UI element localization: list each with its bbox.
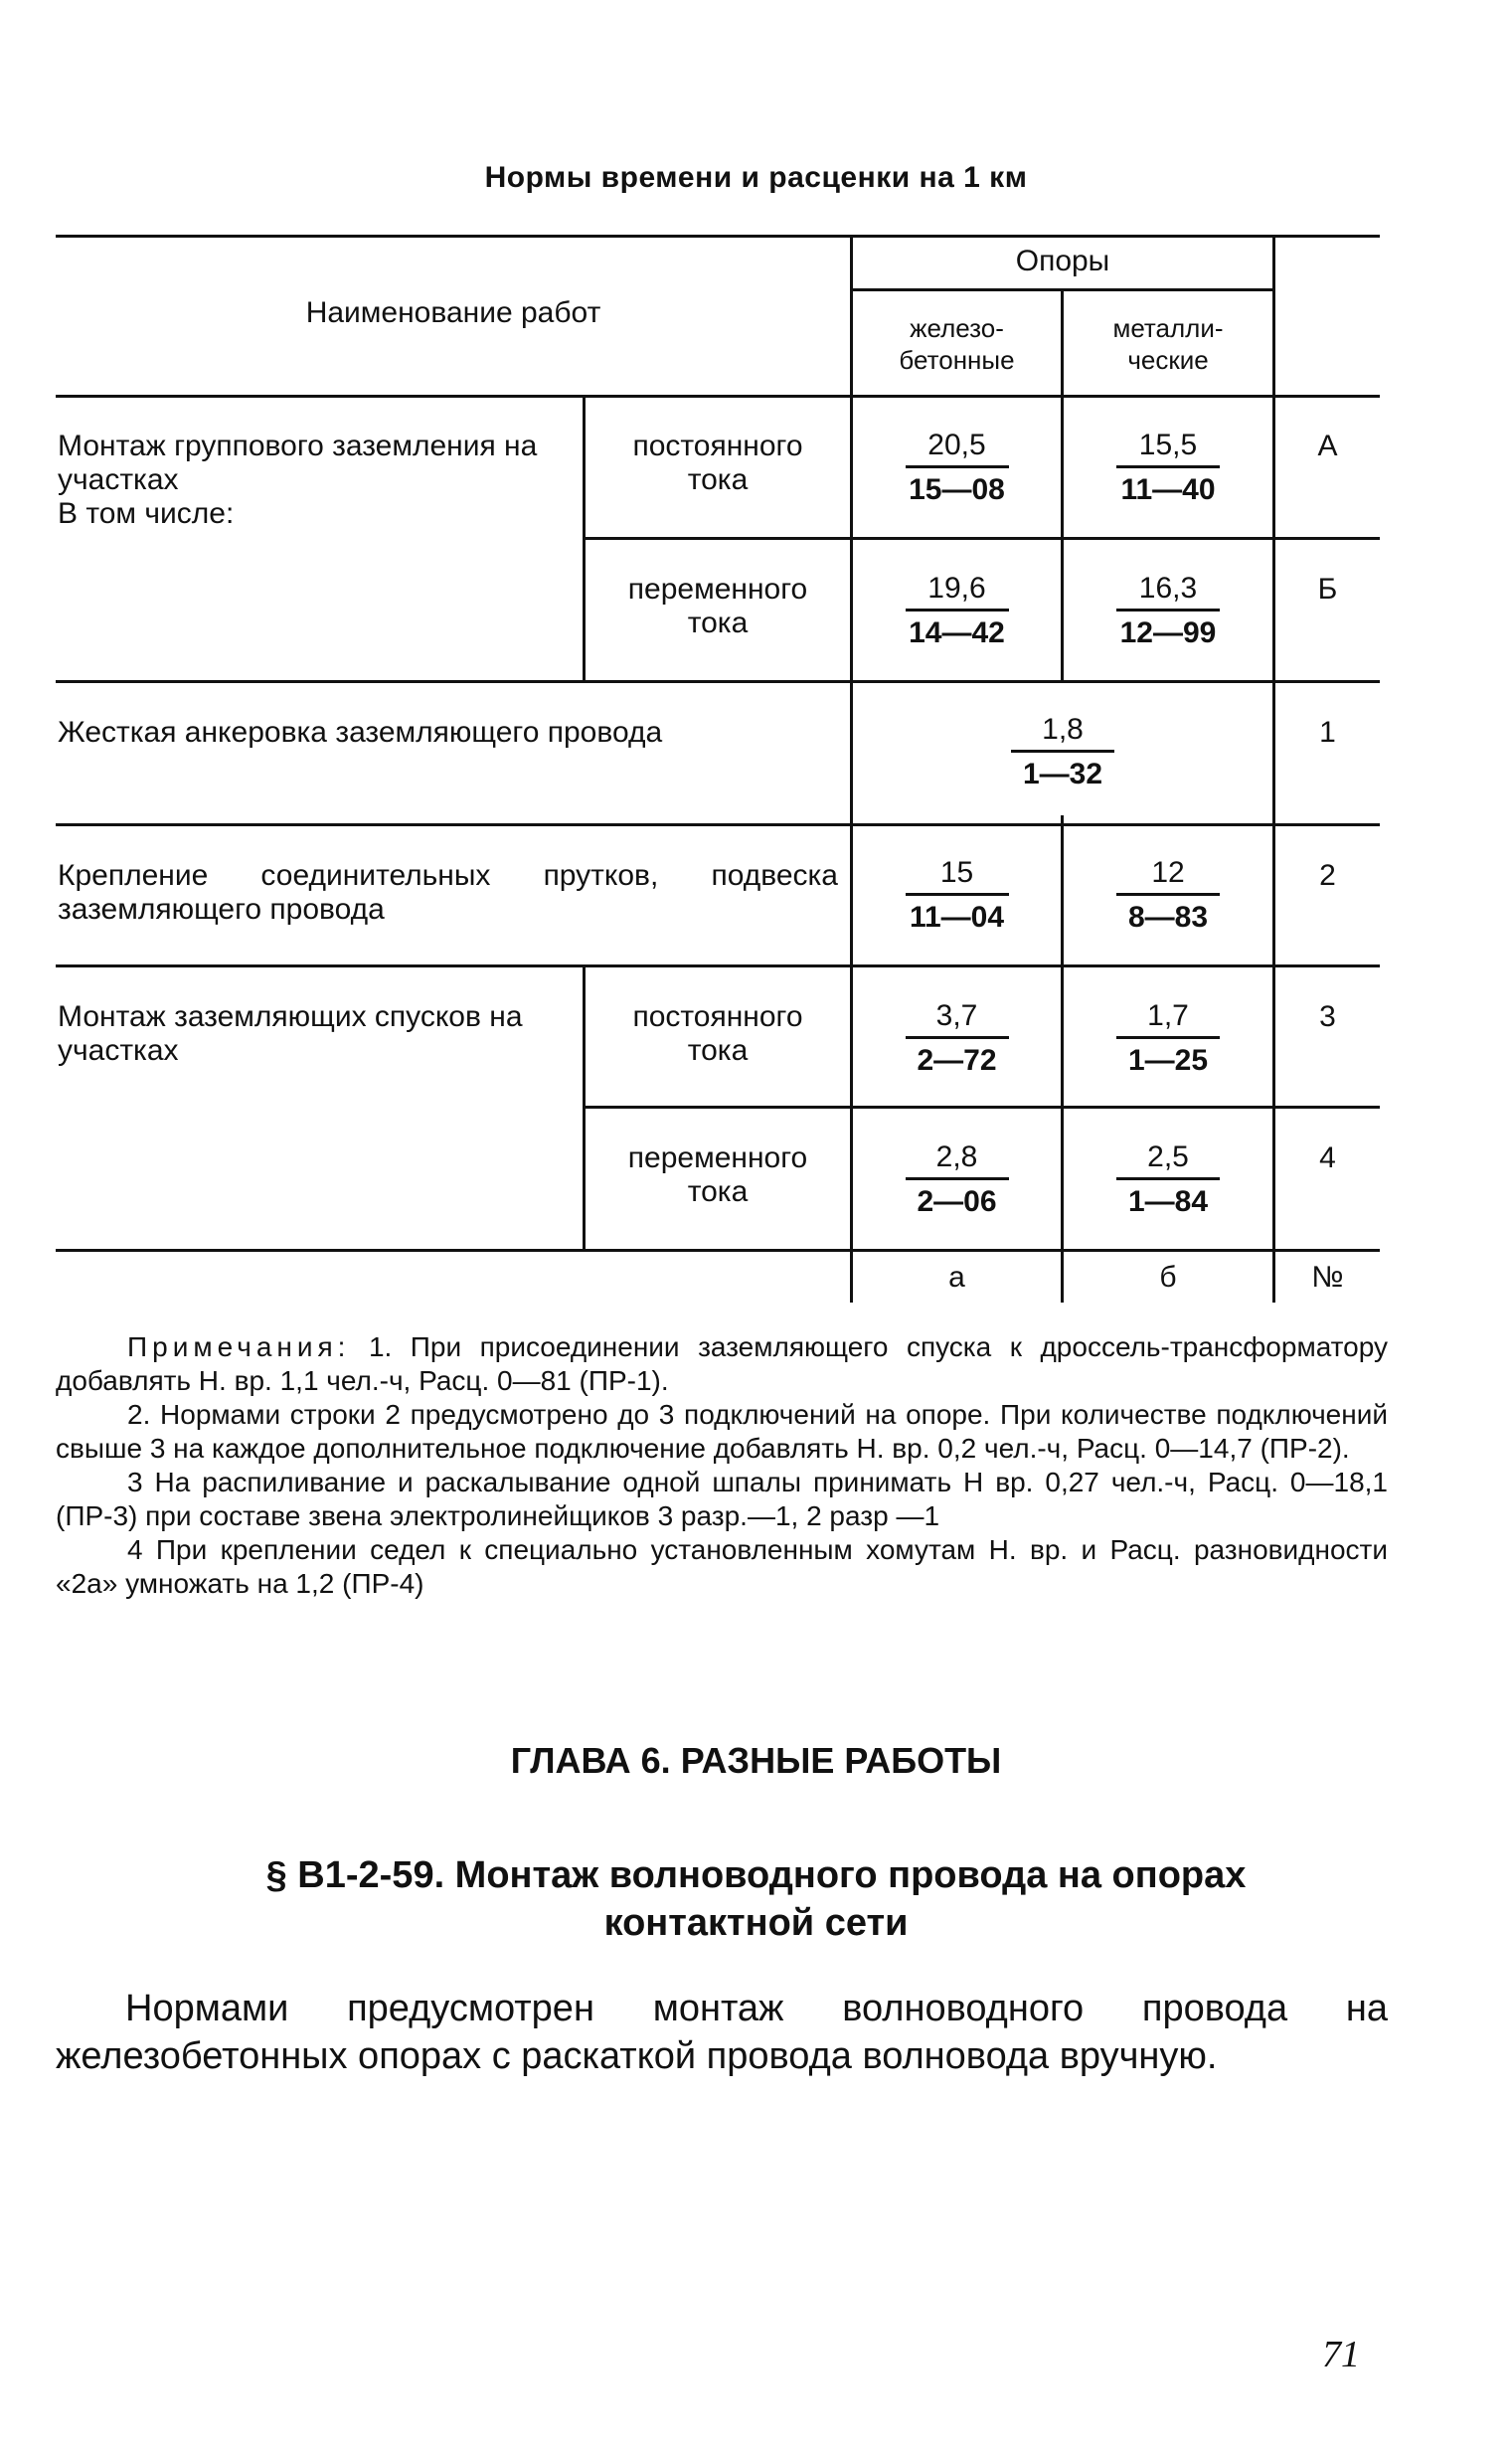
row-6-sub: переменного тока [627,1141,808,1208]
row-3-merged-value: 1,8 1—32 [853,712,1272,792]
row-1-sub: постоянного тока [632,430,803,496]
header-col-a: железо- бетонные [899,313,1015,375]
row-6-a-value: 2,8 2—06 [853,1139,1061,1220]
row-4-b-value: 12 8—83 [1064,855,1272,936]
table-title: Нормы времени и расценки на 1 км [484,161,1028,194]
row-5-sub: постоянного тока [632,1000,803,1067]
row-1-name: Монтаж группового заземления на участках В том числе: [58,430,538,530]
header-supports: Опоры [1015,245,1110,277]
footer-col-b: б [1159,1261,1177,1294]
header-work-name: Наименование работ [305,296,601,329]
row-5-b-value: 1,7 1—25 [1064,998,1272,1079]
row-4-name: Крепление соединительных прутков, подвеска заземляющего провода [58,859,838,926]
notes [56,1330,1388,1601]
row-5-a-value: 3,7 2—72 [853,998,1061,1079]
page-number: 71 [1322,2334,1360,2375]
header-col-b: металли- ческие [1112,313,1224,375]
note-2: 2. Нормами строки 2 предусмотрено до 3 подключений на опоре. При количестве подключений свыше 3 на каждое дополнительное подключение добавлять Н. вр. 0,2 чел.-ч, Расц. 0—14,7 (ПР-2). [56,1399,1388,1464]
footer-col-a: а [948,1261,965,1294]
chapter-heading: ГЛАВА 6. РАЗНЫЕ РАБОТЫ [510,1740,1002,1781]
row-3-name: Жесткая анкеровка заземляющего провода [58,716,663,749]
row-5-number: 3 [1319,1000,1336,1033]
footer-col-no: № [1311,1261,1344,1294]
row-2-number: Б [1317,573,1338,606]
row-3-number: 1 [1319,716,1336,749]
row-4-a-value: 15 11—04 [853,855,1061,936]
row-2-a-value: 19,6 14—42 [853,571,1061,651]
note-4: 4 При креплении седел к специально установленным хомутам Н. вр. и Расц. разновидности «2а» умножать на 1,2 (ПР-4) [56,1534,1388,1599]
note-3: 3 На распиливание и раскалывание одной шпалы принимать Н вр. 0,27 чел.-ч, Расц. 0—18,1 (ПР-3) при составе звена электролинейщиков 3 разр.—1, 2 разр —1 [56,1467,1388,1531]
row-1-b-value: 15,5 11—40 [1064,428,1272,508]
row-6-number: 4 [1319,1141,1336,1174]
body-text [56,1985,1388,2080]
row-2-b-value: 16,3 12—99 [1064,571,1272,651]
row-2-sub: переменного тока [627,573,808,639]
row-1-number: А [1317,430,1338,462]
row-6-b-value: 2,5 1—84 [1064,1139,1272,1220]
note-1: 1. При присоединении заземляющего спуска к дроссель-трансформатору добавлять Н. вр. 1,1 чел.-ч, Расц. 0—81 (ПР-1). [56,1331,1389,1396]
section-heading: § В1-2-59. Монтаж волноводного провода на опорах контактной сети [265,1854,1247,1944]
body-paragraph: Нормами предусмотрен монтаж волноводного провода на железобетонных опорах с раскаткой провода волновода вручную. [56,1988,1388,2077]
row-1-a-value: 20,5 15—08 [853,428,1061,508]
notes-heading: Примечания: [127,1331,351,1362]
row-4-number: 2 [1319,859,1336,892]
row-5-name: Монтаж заземляющих спусков на участках [58,1000,523,1067]
